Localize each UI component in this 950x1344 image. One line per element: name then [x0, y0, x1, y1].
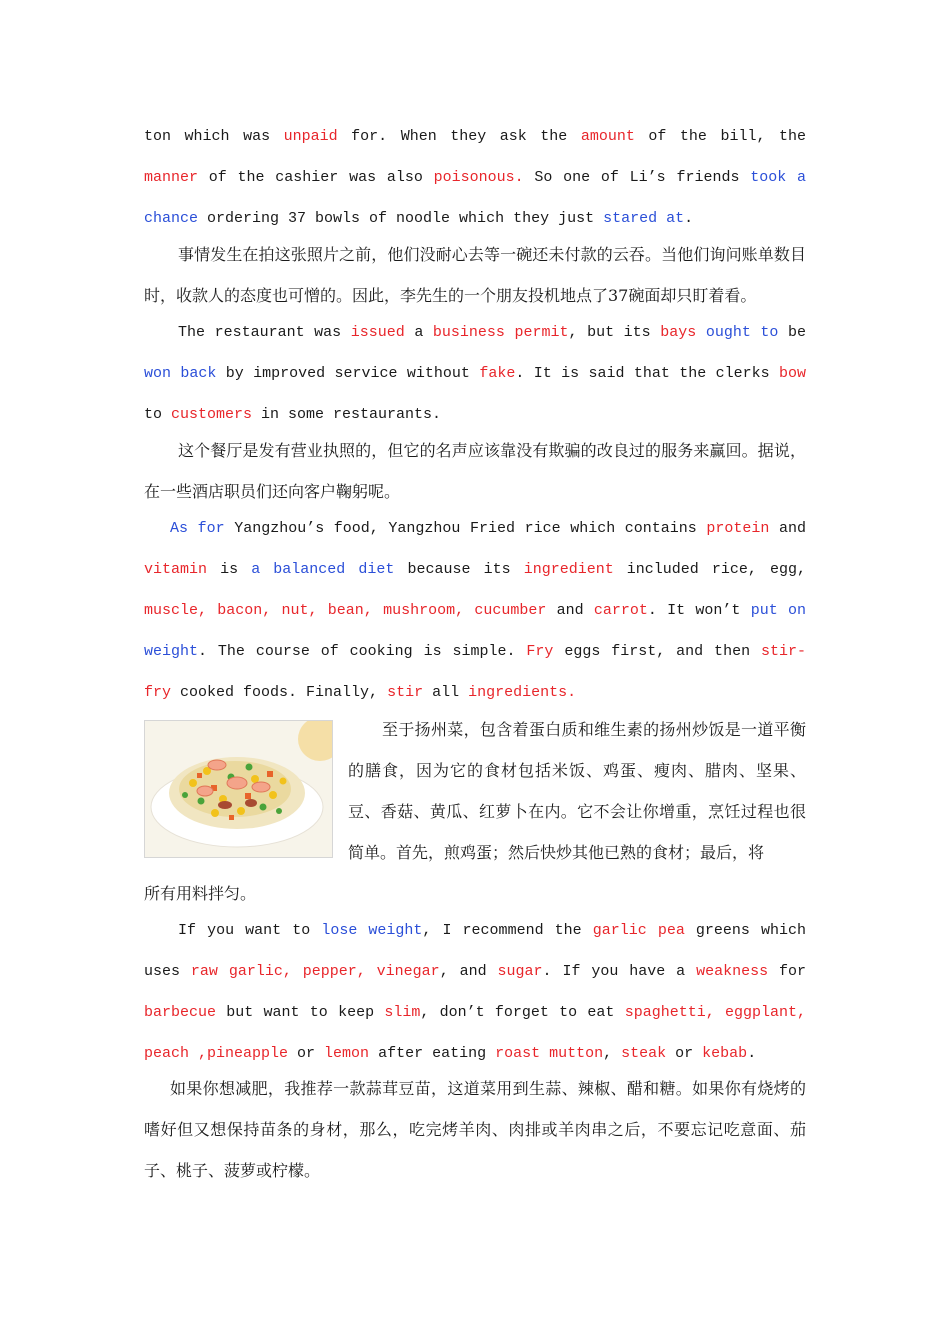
body-text-run: and: [769, 520, 806, 537]
vocab-highlight-red: muscle, bacon, nut, bean, mushroom, cucumber: [144, 602, 547, 619]
body-text-run: ordering 37 bowls of noodle which they just: [198, 210, 604, 227]
phrase-highlight-blue: ought to: [705, 324, 779, 341]
vocab-highlight-red: raw garlic, pepper, vinegar: [190, 963, 440, 980]
body-text-run: or: [288, 1045, 325, 1062]
english-paragraph-2: [144, 312, 806, 435]
body-text-run: . It is said that the clerks: [515, 365, 779, 382]
phrase-highlight-blue: stared at: [603, 210, 685, 227]
vocab-highlight-red: bays: [660, 324, 697, 341]
body-text-run: be: [778, 324, 807, 341]
body-text-run: in some restaurants.: [252, 406, 442, 423]
vocab-highlight-red: spaghetti, eggplant, peach ,pineapple: [144, 1004, 806, 1062]
vocab-highlight-red: carrot: [593, 602, 648, 619]
body-text-run: .: [747, 1045, 757, 1062]
vocab-highlight-red: business permit: [432, 324, 569, 341]
body-text-run: a: [404, 324, 433, 341]
body-text-run: , and: [439, 963, 498, 980]
vocab-highlight-red: manner: [144, 169, 199, 186]
body-text-run: is: [207, 561, 252, 578]
body-text-run: greens which uses: [144, 922, 806, 980]
body-text-run: The restaurant was: [178, 324, 351, 341]
body-text-run: cooked foods. Finally,: [171, 684, 388, 701]
body-text-run: included rice, egg,: [613, 561, 806, 578]
vocab-highlight-red: steak: [621, 1045, 667, 1062]
vocab-highlight-red: lemon: [324, 1045, 370, 1062]
body-text-run: , I recommend the: [422, 922, 593, 939]
vocab-highlight-red: customers: [171, 406, 253, 423]
body-text-run: after eating: [369, 1045, 496, 1062]
phrase-highlight-blue: won back: [144, 365, 217, 382]
body-text-run: . If you have a: [542, 963, 697, 980]
vocab-highlight-red: unpaid: [283, 128, 338, 145]
vocab-highlight-red: vitamin: [144, 561, 208, 578]
body-text-run: or: [666, 1045, 703, 1062]
phrase-highlight-blue: put on weight: [144, 602, 806, 660]
chinese-paragraph-3: 至于扬州菜，包含着蛋白质和维生素的扬州炒饭是一道平衡的膳食，因为它的食材包括米饭、鸡蛋、瘦肉、腊肉、坚果、豆、香菇、黄瓜、红萝卜在内。它不会让你增重，烹饪过程也很简单。首先，煎鸡蛋；然后快炒其他已熟的食材；最后，将: [348, 720, 806, 862]
vocab-highlight-red: issued: [350, 324, 405, 341]
body-text-run: [696, 324, 706, 341]
vocab-highlight-red: stir: [387, 684, 424, 701]
vocab-highlight-red: stir-fry: [144, 643, 806, 701]
body-text-run: So one of Li’s friends: [523, 169, 751, 186]
body-text-run: for: [768, 963, 807, 980]
chinese-paragraph-1: 事情发生在拍这张照片之前，他们没耐心去等一碗还未付款的云吞。当他们询问账单数目时，收款人的态度也可憎的。因此，李先生的一个朋友投机地点了37碗面却只盯着看。: [144, 245, 806, 305]
phrase-highlight-blue: took a chance: [144, 169, 806, 227]
vocab-highlight-red: Fry: [526, 643, 554, 660]
body-text-run: , don’t forget to eat: [420, 1004, 625, 1021]
vocab-highlight-red: poisonous.: [433, 169, 524, 186]
body-text-run: all: [423, 684, 469, 701]
fried-rice-image: [145, 721, 332, 857]
body-text-run: . The course of cooking is simple.: [198, 643, 527, 660]
body-text-run: .: [684, 210, 694, 227]
body-text-run: If you want to: [178, 922, 322, 939]
body-text-run: and: [546, 602, 594, 619]
body-text-run: Yangzhou’s food, Yangzhou Fried rice which contains: [224, 520, 707, 537]
vocab-highlight-red: slim: [384, 1004, 421, 1021]
vocab-highlight-red: roast mutton: [495, 1045, 604, 1062]
body-text-run: ,: [603, 1045, 622, 1062]
body-text-run: to: [144, 406, 172, 423]
body-text-run: , but its: [568, 324, 661, 341]
body-text-run: because its: [394, 561, 524, 578]
vocab-highlight-red: ingredients.: [468, 684, 577, 701]
chinese-paragraph-4: 如果你想减肥，我推荐一款蒜茸豆苗，这道菜用到生蒜、辣椒、醋和糖。如果你有烧烤的嗜好但又想保持苗条的身材，那么，吃完烤羊肉、肉排或羊肉串之后，不要忘记吃意面、茄子、桃子、菠萝或柠檬。: [144, 1079, 806, 1180]
phrase-highlight-blue: As for: [170, 520, 225, 537]
vocab-highlight-red: weakness: [696, 963, 769, 980]
body-text-run: . It won’t: [647, 602, 751, 619]
english-paragraph-1: [144, 116, 806, 239]
vocab-highlight-red: barbecue: [144, 1004, 217, 1021]
vocab-highlight-red: sugar: [497, 963, 543, 980]
body-text-run: eggs first, and then: [553, 643, 761, 660]
vocab-highlight-red: fake: [479, 365, 516, 382]
body-text-run: for. When they ask the: [337, 128, 581, 145]
body-text-run: of the bill, the: [634, 128, 806, 145]
body-text-run: ton which was: [144, 128, 284, 145]
english-paragraph-4: [144, 910, 806, 1074]
english-paragraph-3: [144, 508, 806, 713]
phrase-highlight-blue: lose weight: [321, 922, 423, 939]
body-text-run: but want to keep: [216, 1004, 385, 1021]
vocab-highlight-red: amount: [580, 128, 635, 145]
vocab-highlight-red: protein: [706, 520, 770, 537]
vocab-highlight-red: bow: [779, 365, 807, 382]
phrase-highlight-blue: a balanced diet: [251, 561, 395, 578]
vocab-highlight-red: ingredient: [523, 561, 614, 578]
body-text-run: by improved service without: [216, 365, 480, 382]
vocab-highlight-red: kebab: [702, 1045, 748, 1062]
chinese-paragraph-2: 这个餐厅是发有营业执照的，但它的名声应该靠没有欺骗的改良过的服务来赢回。据说，在一些酒店职员们还向客户鞠躬呢。: [144, 441, 806, 501]
chinese-paragraph-3-tail: 所有用料拌匀。: [144, 884, 257, 903]
vocab-highlight-red: garlic pea: [592, 922, 685, 939]
fried-rice-photo: [144, 720, 333, 858]
body-text-run: of the cashier was also: [198, 169, 434, 186]
